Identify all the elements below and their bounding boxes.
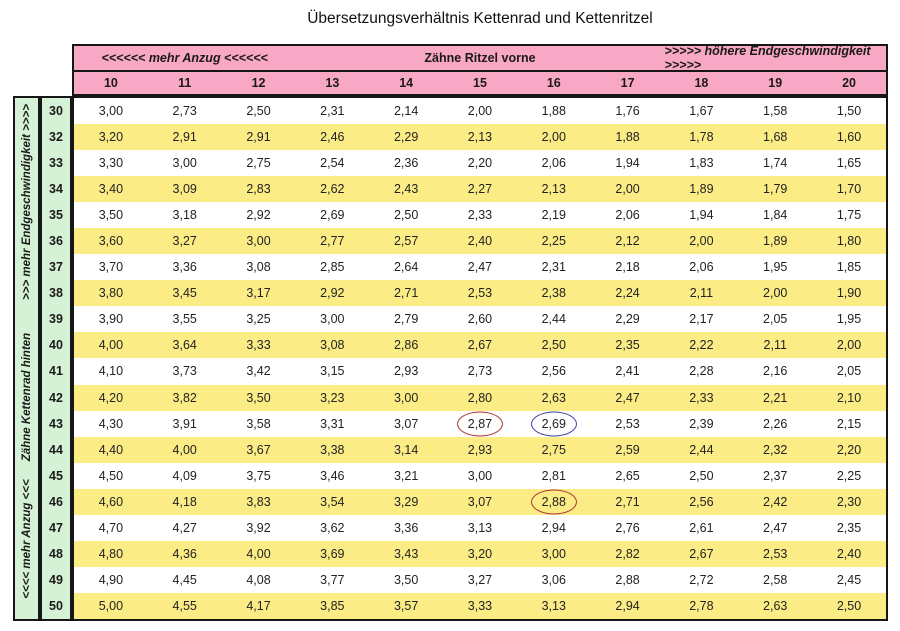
rear-sprocket-row-header: 34	[49, 182, 63, 197]
ratio-cell: 1,76	[615, 104, 640, 119]
ratio-cell: 2,17	[689, 312, 714, 327]
ratio-cell: 2,46	[320, 130, 345, 145]
ratio-cell: 3,27	[467, 572, 493, 587]
ratio-cell: 4,27	[172, 520, 197, 535]
ratio-cell: 4,30	[98, 416, 124, 431]
ratio-cell: 3,80	[98, 286, 124, 301]
ratio-cell: 2,92	[320, 286, 345, 301]
ratio-cell: 3,23	[320, 390, 345, 405]
ratio-cell: 4,00	[246, 546, 271, 561]
ratio-cell: 1,58	[763, 104, 788, 119]
ratio-cell: 2,53	[615, 416, 640, 431]
header-higher-topspeed-label: >>>>> höhere Endgeschwindigkeit >>>>>	[664, 44, 871, 72]
ratio-cell: 2,25	[836, 468, 862, 483]
ratio-cell: 2,57	[393, 234, 419, 249]
ratio-cell: 2,13	[467, 130, 493, 145]
ratio-cell: 2,36	[393, 156, 419, 171]
ratio-cell: 3,42	[246, 364, 271, 379]
ratio-cell: 2,21	[763, 390, 788, 405]
ratio-cell: 4,20	[98, 390, 124, 405]
ratio-cell: 3,85	[320, 598, 345, 613]
table-row	[74, 150, 886, 176]
ratio-cell: 3,00	[541, 546, 566, 561]
rear-sprocket-row-header: 47	[49, 520, 63, 535]
ratio-cell: 2,50	[541, 338, 566, 353]
ratio-cell: 3,83	[246, 494, 271, 509]
ratio-cell: 3,07	[467, 494, 493, 509]
red-ellipse-annotation	[531, 489, 577, 514]
ratio-cell: 4,17	[246, 598, 271, 613]
ratio-cell: 2,44	[689, 442, 714, 457]
ratio-cell: 2,26	[763, 416, 788, 431]
ratio-cell: 2,31	[320, 104, 345, 119]
rear-sprocket-row-header: 38	[49, 286, 63, 301]
rear-sprocket-row-header: 37	[49, 260, 63, 275]
ratio-cell: 3,08	[246, 260, 271, 275]
table-row	[74, 98, 886, 124]
ratio-cell: 1,50	[836, 104, 862, 119]
table-row	[74, 385, 886, 411]
ratio-cell: 2,40	[467, 234, 493, 249]
front-sprocket-col-header: 16	[546, 76, 561, 90]
ratio-cell: 2,54	[320, 156, 345, 171]
ratio-cell: 2,47	[467, 260, 493, 275]
ratio-cell: 3,50	[393, 572, 419, 587]
table-row	[74, 541, 886, 567]
ratio-cell: 3,46	[320, 468, 345, 483]
ratio-cell: 1,65	[836, 156, 862, 171]
ratio-cell: 2,50	[836, 598, 862, 613]
ratio-cell: 1,89	[763, 234, 788, 249]
rear-sprocket-row-header: 49	[49, 572, 63, 587]
ratio-cell: 1,80	[836, 234, 862, 249]
ratio-cell: 4,10	[98, 364, 124, 379]
ratio-cell: 2,18	[615, 260, 640, 275]
table-row	[74, 358, 886, 384]
ratio-cell: 2,28	[689, 364, 714, 379]
table-row	[74, 176, 886, 202]
ratio-cell: 2,35	[836, 520, 862, 535]
ratio-cell: 2,71	[393, 286, 419, 301]
table-row	[74, 202, 886, 228]
ratio-cell: 2,47	[615, 390, 640, 405]
table-row	[74, 437, 886, 463]
ratio-cell: 2,29	[393, 130, 419, 145]
ratio-cell: 2,85	[320, 260, 345, 275]
sidebar-top-speed-label: >>> mehr Endgeschwindigkeit >>>>	[20, 104, 33, 300]
ratio-cell: 3,69	[320, 546, 345, 561]
ratio-cell: 2,75	[541, 442, 566, 457]
ratio-cell: 3,00	[246, 234, 271, 249]
ratio-cell: 3,90	[98, 312, 124, 327]
ratio-cell: 2,20	[836, 442, 862, 457]
ratio-cell: 2,06	[689, 260, 714, 275]
ratio-cell: 2,43	[393, 182, 419, 197]
rear-sprocket-row-header: 39	[49, 312, 63, 327]
ratio-cell: 3,00	[393, 390, 419, 405]
ratio-cell: 3,08	[320, 338, 345, 353]
front-sprocket-col-header: 18	[694, 76, 709, 90]
ratio-cell: 2,47	[763, 520, 788, 535]
ratio-cell: 2,75	[246, 156, 271, 171]
ratio-cell: 2,35	[615, 338, 640, 353]
ratio-cell: 4,00	[172, 442, 197, 457]
ratio-cell: 2,40	[836, 546, 862, 561]
ratio-cell: 3,33	[467, 598, 493, 613]
ratio-cell: 3,54	[320, 494, 345, 509]
ratio-cell: 3,14	[393, 442, 419, 457]
table-row	[74, 280, 886, 306]
ratio-cell: 1,84	[763, 208, 788, 223]
ratio-cell: 1,95	[836, 312, 862, 327]
table-row	[74, 515, 886, 541]
ratio-cell: 4,18	[172, 494, 197, 509]
ratio-cell: 2,92	[246, 208, 271, 223]
ratio-cell: 2,82	[615, 546, 640, 561]
ratio-cell: 3,27	[172, 234, 197, 249]
ratio-cell: 2,06	[541, 156, 566, 171]
front-sprocket-col-header: 13	[325, 76, 340, 90]
front-sprocket-col-header: 20	[842, 76, 856, 90]
rear-sprocket-sidebar	[13, 96, 40, 621]
ratio-cell: 1,79	[763, 182, 788, 197]
sidebar-traction-label: <<<< mehr Anzug <<<	[20, 479, 33, 599]
table-row	[74, 593, 886, 619]
blue-ellipse-annotation	[531, 411, 577, 436]
front-sprocket-col-header: 17	[620, 76, 635, 90]
ratio-cell: 2,91	[246, 130, 271, 145]
ratio-cell: 2,00	[541, 130, 566, 145]
ratio-cell: 2,32	[763, 442, 788, 457]
rear-sprocket-row-header: 45	[49, 468, 63, 483]
ratio-cell: 2,86	[393, 338, 419, 353]
ratio-cell: 1,90	[836, 286, 862, 301]
ratio-cell: 4,80	[98, 546, 124, 561]
ratio-cell: 3,57	[393, 598, 419, 613]
front-sprocket-col-header: 19	[768, 76, 783, 90]
sidebar-rear-sprocket-label: Zähne Kettenrad hinten	[20, 332, 33, 462]
ratio-cell: 2,83	[246, 182, 271, 197]
ratio-cell: 2,59	[615, 442, 640, 457]
ratio-cell: 2,79	[393, 312, 419, 327]
ratio-cell: 2,56	[689, 494, 714, 509]
ratio-cell: 2,53	[467, 286, 493, 301]
ratio-cell: 3,09	[172, 182, 197, 197]
ratio-cell: 1,78	[689, 130, 714, 145]
ratio-cell: 2,41	[615, 364, 640, 379]
ratio-cell: 3,38	[320, 442, 345, 457]
table-header	[72, 44, 888, 96]
ratio-cell: 2,63	[541, 390, 566, 405]
ratio-cell: 2,00	[763, 286, 788, 301]
ratio-cell: 2,58	[763, 572, 788, 587]
ratio-cell: 1,94	[615, 156, 640, 171]
ratio-cell: 1,85	[836, 260, 862, 275]
ratio-cell: 2,13	[541, 182, 566, 197]
ratio-cell: 3,62	[320, 520, 345, 535]
ratio-cell: 2,39	[689, 416, 714, 431]
ratio-cell: 2,29	[615, 312, 640, 327]
ratio-cell: 1,88	[541, 104, 566, 119]
ratio-cell: 2,05	[836, 364, 862, 379]
ratio-cell: 4,08	[246, 572, 271, 587]
ratio-cell: 1,83	[689, 156, 714, 171]
ratio-cell: 2,63	[763, 598, 788, 613]
ratio-cell: 2,77	[320, 234, 345, 249]
rear-sprocket-row-header: 35	[49, 208, 63, 223]
ratio-cell: 4,00	[98, 338, 124, 353]
ratio-cell: 3,77	[320, 572, 345, 587]
table-row	[74, 124, 886, 150]
ratio-cell: 1,95	[763, 260, 788, 275]
rear-sprocket-row-header: 36	[49, 234, 63, 249]
ratio-cell: 2,80	[467, 390, 493, 405]
ratio-cell: 2,33	[689, 390, 714, 405]
table-header-labels-row	[74, 46, 886, 72]
ratio-cell: 3,29	[393, 494, 419, 509]
ratio-cell: 2,94	[541, 520, 566, 535]
ratio-cell: 1,67	[689, 104, 714, 119]
red-ellipse-annotation	[457, 411, 503, 436]
front-sprocket-column-headers	[74, 72, 886, 94]
ratio-cell: 4,45	[172, 572, 197, 587]
ratio-cell: 2,45	[836, 572, 862, 587]
ratio-cell: 2,91	[172, 130, 197, 145]
ratio-cell: 2,38	[541, 286, 566, 301]
ratio-cell: 2,33	[467, 208, 493, 223]
table-row	[74, 332, 886, 358]
ratio-cell: 1,89	[689, 182, 714, 197]
ratio-cell: 3,92	[246, 520, 271, 535]
ratio-cell: 3,18	[172, 208, 197, 223]
ratio-cell: 2,37	[763, 468, 788, 483]
ratio-cell: 4,36	[172, 546, 197, 561]
rear-sprocket-row-header: 50	[49, 598, 63, 613]
ratio-cell: 2,93	[393, 364, 419, 379]
ratio-cell: 2,60	[467, 312, 493, 327]
front-sprocket-col-header: 12	[251, 76, 266, 90]
ratio-cell: 2,87	[443, 411, 517, 437]
ratio-cell: 2,15	[836, 416, 862, 431]
ratio-cell: 3,13	[467, 520, 493, 535]
ratio-cell: 2,24	[615, 286, 640, 301]
header-more-traction-label: <<<<<< mehr Anzug <<<<<<	[101, 51, 268, 65]
ratio-cell: 4,40	[98, 442, 124, 457]
table-row	[74, 254, 886, 280]
ratio-cell: 3,43	[393, 546, 419, 561]
ratio-cell: 2,88	[615, 572, 640, 587]
ratio-cell: 3,15	[320, 364, 345, 379]
ratio-cell: 3,70	[98, 260, 124, 275]
rear-sprocket-row-header: 40	[49, 338, 63, 353]
table-row	[74, 489, 886, 515]
ratio-cell: 2,94	[615, 598, 640, 613]
ratio-cell: 3,82	[172, 390, 197, 405]
ratio-cell: 1,68	[763, 130, 788, 145]
ratio-cell: 3,17	[246, 286, 271, 301]
ratio-cell: 4,90	[98, 572, 124, 587]
ratio-cell: 3,07	[393, 416, 419, 431]
ratio-cell: 3,45	[172, 286, 197, 301]
ratio-cell: 2,93	[467, 442, 493, 457]
ratio-cell: 3,31	[320, 416, 345, 431]
ratio-cell: 1,60	[836, 130, 862, 145]
ratio-cell: 2,06	[615, 208, 640, 223]
ratio-cell: 1,88	[615, 130, 640, 145]
ratio-cell: 2,42	[763, 494, 788, 509]
ratio-cell: 3,00	[172, 156, 197, 171]
front-sprocket-col-header: 10	[103, 76, 118, 90]
ratio-cell: 2,61	[689, 520, 714, 535]
ratio-cell: 3,60	[98, 234, 124, 249]
ratio-cell: 2,00	[615, 182, 640, 197]
rear-sprocket-row-header: 32	[49, 130, 63, 145]
ratio-cell: 3,67	[246, 442, 271, 457]
table-row	[74, 463, 886, 489]
rear-sprocket-row-header: 44	[49, 442, 63, 457]
ratio-cell: 2,44	[541, 312, 566, 327]
ratio-cell: 2,30	[836, 494, 862, 509]
ratio-cell: 2,50	[393, 208, 419, 223]
ratio-cell: 2,00	[836, 338, 862, 353]
ratio-cell: 2,10	[836, 390, 862, 405]
ratio-cell: 3,30	[98, 156, 124, 171]
header-front-sprocket-label: Zähne Ritzel vorne	[424, 51, 536, 65]
rear-sprocket-row-header: 33	[49, 156, 63, 171]
ratio-cell: 2,16	[763, 364, 788, 379]
ratio-cell: 3,00	[467, 468, 493, 483]
ratio-cell: 2,31	[541, 260, 566, 275]
ratio-cell: 2,56	[541, 364, 566, 379]
ratio-cell: 4,70	[98, 520, 124, 535]
ratio-cell: 2,50	[246, 104, 271, 119]
ratio-cell: 3,36	[393, 520, 419, 535]
table-row	[74, 306, 886, 332]
ratio-cell: 4,55	[172, 598, 197, 613]
ratio-cell: 2,65	[615, 468, 640, 483]
ratio-cell: 2,64	[393, 260, 419, 275]
rear-sprocket-row-header: 48	[49, 546, 63, 561]
rear-sprocket-row-header: 43	[49, 416, 63, 431]
ratio-cell: 2,05	[763, 312, 788, 327]
ratio-cell: 2,69	[517, 411, 591, 437]
ratio-cell: 3,73	[172, 364, 197, 379]
ratio-cell: 2,78	[689, 598, 714, 613]
ratio-cell: 2,69	[320, 208, 345, 223]
rear-sprocket-row-header: 42	[49, 390, 63, 405]
ratio-cell: 2,27	[467, 182, 493, 197]
ratio-cell: 2,11	[763, 338, 787, 353]
ratio-cell: 1,70	[836, 182, 862, 197]
ratio-cell: 3,06	[541, 572, 566, 587]
ratio-cell: 2,76	[615, 520, 640, 535]
ratio-cell: 5,00	[98, 598, 124, 613]
ratio-cell: 2,19	[541, 208, 566, 223]
ratio-cell: 2,67	[689, 546, 714, 561]
ratio-cell: 2,14	[393, 104, 419, 119]
ratio-cell: 3,58	[246, 416, 271, 431]
rear-sprocket-column	[40, 96, 72, 621]
ratio-cell: 4,60	[98, 494, 124, 509]
ratio-cell: 2,25	[541, 234, 566, 249]
ratio-cell: 3,50	[98, 208, 124, 223]
ratio-cell: 2,53	[763, 546, 788, 561]
rear-sprocket-row-header: 41	[49, 364, 63, 379]
ratio-cell: 2,88	[517, 489, 591, 515]
ratio-cell: 3,50	[246, 390, 271, 405]
ratio-cell: 3,25	[246, 312, 271, 327]
page-title: Übersetzungsverhältnis Kettenrad und Kettenritzel	[307, 10, 653, 27]
ratio-cell: 1,74	[763, 156, 788, 171]
ratio-cell: 3,21	[393, 468, 419, 483]
ratio-cell: 3,00	[320, 312, 345, 327]
ratio-cell: 2,73	[172, 104, 197, 119]
ratio-cell: 3,40	[98, 182, 124, 197]
ratio-cell: 3,75	[246, 468, 271, 483]
ratio-cell: 2,73	[467, 364, 493, 379]
ratio-cell: 2,67	[467, 338, 493, 353]
ratio-cell: 2,62	[320, 182, 345, 197]
front-sprocket-col-header: 11	[178, 76, 192, 90]
ratio-cell: 3,55	[172, 312, 197, 327]
table-row	[74, 567, 886, 593]
ratio-cell: 1,75	[836, 208, 862, 223]
ratio-cell: 3,20	[98, 130, 124, 145]
table-row	[74, 411, 886, 437]
ratio-cell: 4,50	[98, 468, 124, 483]
ratio-cell: 2,22	[689, 338, 714, 353]
table-row	[74, 228, 886, 254]
ratio-cell: 2,00	[689, 234, 714, 249]
ratio-cell: 4,09	[172, 468, 197, 483]
ratio-cell: 2,00	[467, 104, 493, 119]
ratio-cell: 2,11	[689, 286, 714, 301]
ratio-cell: 2,12	[615, 234, 640, 249]
ratio-cell: 3,00	[98, 104, 124, 119]
ratio-cell: 3,36	[172, 260, 197, 275]
ratio-cell: 3,13	[541, 598, 566, 613]
ratio-cell: 3,64	[172, 338, 197, 353]
ratio-cell: 1,94	[689, 208, 714, 223]
ratio-cell: 2,72	[689, 572, 714, 587]
ratio-cell: 3,91	[172, 416, 197, 431]
ratio-cell: 3,33	[246, 338, 271, 353]
ratio-cell: 2,20	[467, 156, 493, 171]
rear-sprocket-row-header: 46	[49, 494, 63, 509]
ratio-cell: 2,50	[689, 468, 714, 483]
front-sprocket-col-header: 14	[399, 76, 414, 90]
ratio-cell: 3,20	[467, 546, 493, 561]
ratio-cell: 2,71	[615, 494, 640, 509]
ratio-grid	[72, 96, 888, 621]
ratio-cell: 2,81	[541, 468, 566, 483]
rear-sprocket-row-header: 30	[49, 104, 63, 119]
front-sprocket-col-header: 15	[473, 76, 487, 90]
